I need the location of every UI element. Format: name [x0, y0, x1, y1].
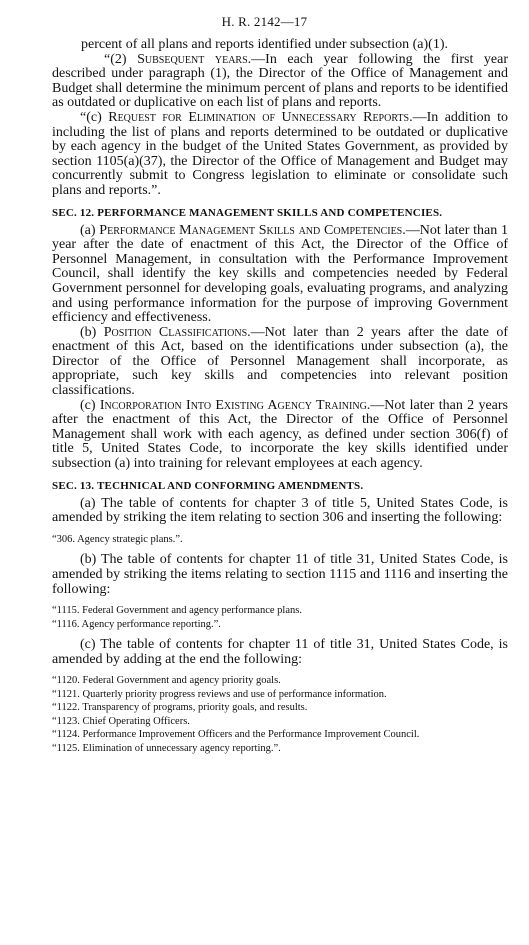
- subsection-heading: Request for Elimination of Unnecessary Reports: [108, 109, 410, 125]
- toc-insert-c: [52, 674, 508, 755]
- paragraph-heading: Subsequent years: [137, 51, 248, 67]
- toc-item: “306. Agency strategic plans.”.: [52, 533, 183, 545]
- page-header: H. R. 2142—17: [221, 14, 308, 29]
- subsection-heading: Incorporation Into Existing Agency Training: [99, 397, 367, 413]
- toc-insert-b: [52, 604, 508, 631]
- subsection-13c: (c) The table of contents for chapter 11 of title 31, United States Code, is amended by adding at the end the following:: [52, 637, 508, 667]
- toc-item: “1124. Performance Improvement Officers and the Performance Improvement Council.: [52, 729, 420, 741]
- subsection-request-for-elimination: “(c) Request for Elimination of Unnecessary Reports.—In addition to including the list of plans and reports determined to be outdated or duplicative by each agency in the budget of the United States Government, as provided by section 1105(a)(37), the Director of the Office of Management and Budget may concurrently submit to Congress legislation to eliminate or consolidate such plans and reports.”.: [52, 109, 508, 198]
- toc-item: “1123. Chief Operating Officers.: [52, 715, 190, 727]
- section-12-heading: SEC. 12. PERFORMANCE MANAGEMENT SKILLS AND COMPETENCIES.: [52, 206, 443, 219]
- toc-item: “1115. Federal Government and agency performance plans.: [52, 605, 302, 617]
- subsection-12c: (c) Incorporation Into Existing Agency Training.—Not later than 2 years after the enactment of this Act, the Director of the Office of Personnel Management shall work with each agency, as defined under section 306(f) of title 5, United States Code, to incorporate the key skills identified under subsection (a) into training for relevant employees at each agency.: [52, 397, 508, 472]
- toc-item: “1116. Agency performance reporting.”.: [52, 618, 221, 630]
- subsection-heading: Position Classifications: [103, 324, 248, 340]
- subsection-12b: (b) Position Classifications.—Not later than 2 years after the date of enactment of this Act, based on the identifications under subsection (a), the Director of the Office of Personnel Management shall incorporate, as appropriate, such key skills and competencies into relevant position classifications.: [52, 324, 508, 399]
- section-13-heading: SEC. 13. TECHNICAL AND CONFORMING AMENDMENTS.: [52, 479, 364, 492]
- subsection-13b: (b) The table of contents for chapter 11 of title 31, United States Code, is amended by striking the items relating to section 1115 and 1116 and inserting the following:: [52, 552, 508, 597]
- toc-item: “1120. Federal Government and agency priority goals.: [52, 675, 281, 687]
- toc-item: “1125. Elimination of unnecessary agency reporting.”.: [52, 742, 281, 754]
- subsection-13a: (a) The table of contents for chapter 3 of title 5, United States Code, is amended by striking the item relating to section 306 and inserting the following:: [52, 495, 508, 526]
- paragraph-subsequent-years: “(2) Subsequent years.—In each year following the first year described under paragraph (1), the Director of the Office of Management and Budget shall determine the minimum percent of plans and reports to be identified as outdated or duplicative on each list of plans and reports.: [52, 51, 508, 111]
- subsection-heading: Performance Management Skills and Competencies: [99, 222, 403, 238]
- continuation-paragraph: percent of all plans and reports identified under subsection (a)(1).: [81, 37, 448, 52]
- subsection-12a: (a) Performance Management Skills and Competencies.—Not later than 1 year after the date of enactment of this Act, the Director of the Office of Personnel Management, in consultation with the Performance Improvement Council, shall identify the key skills and competencies needed by Federal Government personnel for developing goals, evaluating programs, and analyzing and using performance information for the purpose of improving Government efficiency and effectiveness.: [52, 222, 508, 326]
- bill-text: [52, 38, 508, 762]
- toc-item: “1121. Quarterly priority progress reviews and use of performance information.: [52, 688, 387, 700]
- toc-item: “1122. Transparency of programs, priority goals, and results.: [52, 702, 308, 714]
- toc-insert-a: [52, 533, 508, 547]
